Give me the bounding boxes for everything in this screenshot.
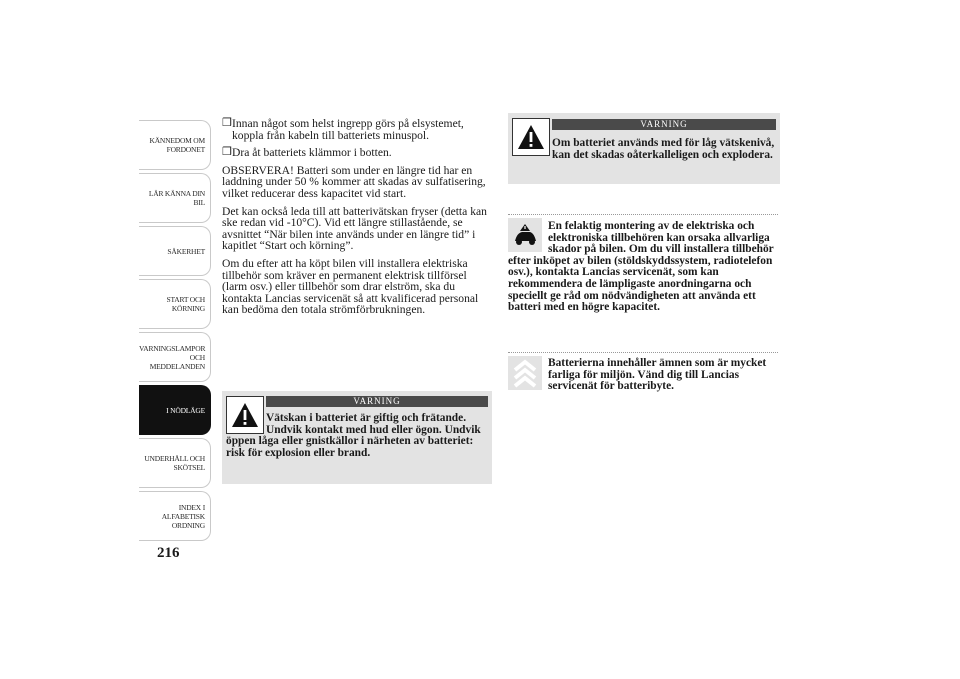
note-divider	[508, 214, 778, 215]
chapter-tab-label: INDEX I	[178, 502, 205, 512]
chapter-tab-label: SÄKERHET	[167, 246, 205, 256]
note-block	[508, 352, 778, 402]
chapter-tab-label: SKÖTSEL	[173, 463, 205, 472]
chapter-tab-label: UNDERHÅLL OCH	[144, 454, 205, 463]
note-block	[508, 214, 778, 334]
chapter-tab-label: KÄNNEDOM OM	[149, 136, 205, 145]
warning-box	[222, 391, 492, 484]
warning-text: Vätskan i batteriet är giftig och frätande. Undvik kontakt med hud eller ögon. Undvik öppen låga eller gnistkällor i närheten av batteriet: risk för explosion eller brand.	[226, 412, 481, 459]
warning-text: Om batteriet används med för låg vätskenivå, kan det skadas oåterkalleligen och explodera.	[552, 137, 775, 161]
chapter-tab[interactable]	[139, 279, 211, 329]
chapter-tab[interactable]	[139, 226, 211, 276]
bullet-text: Innan något som helst ingrepp görs på elsystemet, koppla från kabeln till batteriets minuspol.	[232, 117, 464, 142]
chapter-tab[interactable]	[139, 491, 211, 541]
paragraph: Om du efter att ha köpt bilen vill installera elektriska tillbehör som kräver en permanent elektrisk tillförsel (larm osv.) eller tillbehör som drar elström, ska du kontakta Lancias servicenät så att kvalificerad personal kan bedöma den totala strömförbrukningen.	[222, 256, 479, 317]
bullet-item	[222, 118, 492, 141]
chapter-tab-label: KÖRNING	[171, 304, 205, 313]
chapter-tab-label: START OCH	[166, 295, 205, 304]
warning-label: VARNING	[552, 119, 776, 130]
paragraph: OBSERVERA! Batteri som under en längre tid har en laddning under 50 % kommer att skadas av sulfatisering, vilket reducerar dess kapacitet vid start.	[222, 163, 486, 200]
bullet-text: Dra åt batteriets klämmor i botten.	[232, 146, 392, 160]
chapter-tab-label: ORDNING	[171, 520, 205, 530]
note-text: En felaktig montering av de elektriska och elektroniska tillbehören kan orsaka allvarliga skador på bilen. Om du vill installera tillbehör efter inköpet av bilen (stöldskyddssystem, radiotelefon osv.), kontakta Lancias servicenät, som kan rekommendera de lämpligaste anordningarna och speciellt ge råd om nödvändigheten att använda ett batteri med en högre kapacitet.	[508, 220, 774, 314]
warning-box	[508, 113, 780, 184]
checkbox-bullet-icon: ❒	[222, 117, 232, 129]
chapter-tab-label: BIL	[193, 198, 205, 207]
chapter-tab-label: VARNINGSLAMPOR	[139, 343, 206, 353]
main-column	[222, 118, 492, 322]
checkbox-bullet-icon: ❒	[222, 146, 232, 159]
chapter-tab-label: MEDDELANDEN	[149, 361, 205, 371]
warning-label: VARNING	[266, 396, 488, 407]
paragraph: Det kan också leda till att batterivätskan fryser (detta kan ske redan vid -10°C). Vid ett längre stillastående, se avsnittet “När bilen inte används under en längre tid” i kapitlet “Start och körning”.	[222, 204, 487, 253]
chapter-tab-label: LÄR KÄNNA DIN	[148, 189, 205, 198]
page-number: 216	[157, 545, 180, 561]
chapter-tab[interactable]	[139, 173, 211, 223]
chapter-tab-label: ALFABETISK	[161, 511, 205, 521]
chapter-tab-label: OCH	[189, 352, 205, 362]
note-divider	[508, 352, 778, 353]
chapter-tab[interactable]	[139, 332, 211, 382]
note-text: Batterierna innehåller ämnen som är mycket farliga för miljön. Vänd dig till Lancias servicenät för batteribyte.	[548, 357, 767, 393]
chapter-tab-label: I NÖDLÄGE	[166, 405, 205, 415]
chapter-tab[interactable]	[139, 438, 211, 488]
chapter-tab[interactable]	[139, 120, 211, 170]
chapter-tab[interactable]	[139, 385, 211, 435]
chapter-tab-label: FORDONET	[166, 145, 205, 154]
bullet-item	[222, 147, 492, 159]
